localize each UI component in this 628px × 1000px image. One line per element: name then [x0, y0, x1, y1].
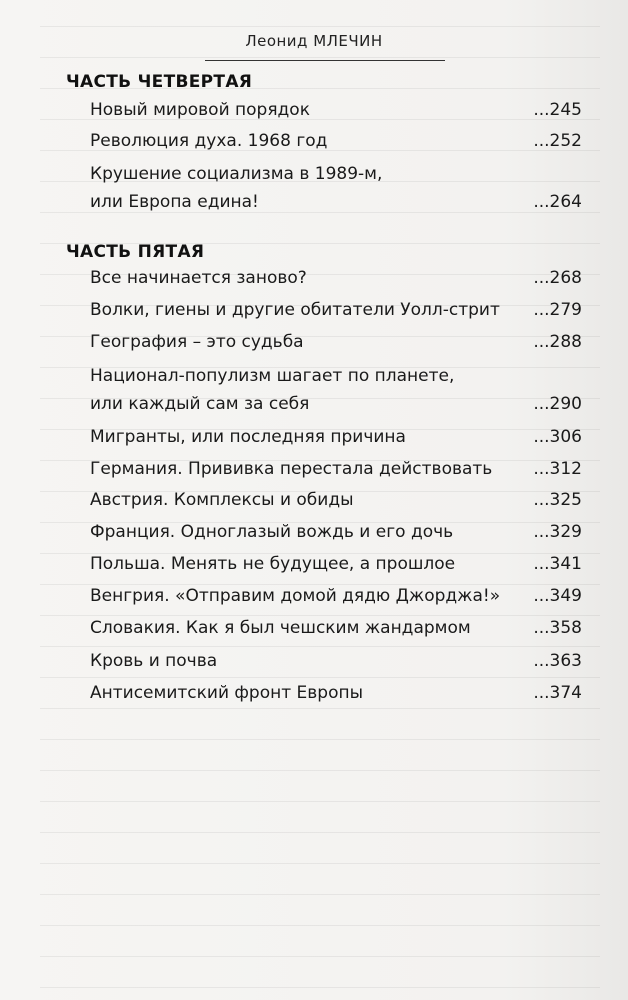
toc-entry-title: Новый мировой порядок — [90, 100, 310, 120]
part-heading-4: ЧАСТЬ ЧЕТВЕРТАЯ — [66, 72, 253, 92]
toc-entry-page: ...325 — [533, 490, 582, 510]
part-heading-5: ЧАСТЬ ПЯТАЯ — [66, 242, 205, 262]
toc-entry-page: ...329 — [533, 522, 582, 542]
toc-entry-title: Национал-популизм шагает по планете, или каждый сам за себя — [90, 366, 455, 414]
toc-entry-page: ...268 — [533, 268, 582, 288]
toc-entry-page: ...363 — [533, 651, 582, 671]
toc-entry-title: Крушение социализма в 1989-м, или Европа едина! — [90, 164, 383, 212]
toc-entry-page: ...264 — [533, 192, 582, 212]
toc-entry-title: Волки, гиены и другие обитатели Уолл-стрит — [90, 300, 500, 320]
toc-entry — [90, 96, 582, 124]
toc-entry-page: ...349 — [533, 586, 582, 606]
toc-entry — [90, 486, 582, 514]
toc-entry-title: Словакия. Как я был чешским жандармом — [90, 618, 471, 638]
toc-entry — [90, 296, 582, 324]
toc-entry-page: ...288 — [533, 332, 582, 352]
toc-entry-title: Революция духа. 1968 год — [90, 131, 328, 151]
toc-entry — [90, 582, 582, 610]
toc-entry-title: Кровь и почва — [90, 651, 218, 671]
toc-entry — [90, 362, 582, 418]
toc-entry — [90, 127, 582, 155]
toc-entry — [90, 679, 582, 707]
toc-entry-title: Венгрия. «Отправим домой дядю Джорджа!» — [90, 586, 501, 606]
toc-entry-page: ...312 — [533, 459, 582, 479]
toc-entry — [90, 550, 582, 578]
toc-entry-page: ...290 — [533, 394, 582, 414]
toc-entry — [90, 328, 582, 356]
toc-entry-page: ...306 — [533, 427, 582, 447]
toc-entry — [90, 264, 582, 292]
toc-entry-page: ...374 — [533, 683, 582, 703]
toc-entry-page: ...341 — [533, 554, 582, 574]
toc-entry-title: Австрия. Комплексы и обиды — [90, 490, 354, 510]
toc-entry — [90, 423, 582, 451]
toc-entry — [90, 518, 582, 546]
toc-entry — [90, 160, 582, 216]
toc-entry — [90, 647, 582, 675]
toc-entry-title: Польша. Менять не будущее, а прошлое — [90, 554, 456, 574]
toc-entry-title: Мигранты, или последняя причина — [90, 427, 406, 447]
header-rule — [205, 60, 445, 61]
toc-entry-title: Антисемитский фронт Европы — [90, 683, 364, 703]
toc-entry-title: Германия. Прививка перестала действовать — [90, 459, 493, 479]
toc-entry — [90, 455, 582, 483]
toc-entry-title: География – это судьба — [90, 332, 304, 352]
running-header: Леонид МЛЕЧИН — [245, 32, 383, 50]
toc-entry-page: ...279 — [533, 300, 582, 320]
toc-entry-page: ...245 — [533, 100, 582, 120]
toc-entry-page: ...358 — [533, 618, 582, 638]
toc-entry-page: ...252 — [533, 131, 582, 151]
toc-entry — [90, 614, 582, 642]
toc-entry-title: Все начинается заново? — [90, 268, 307, 288]
toc-entry-title: Франция. Одноглазый вождь и его дочь — [90, 522, 454, 542]
